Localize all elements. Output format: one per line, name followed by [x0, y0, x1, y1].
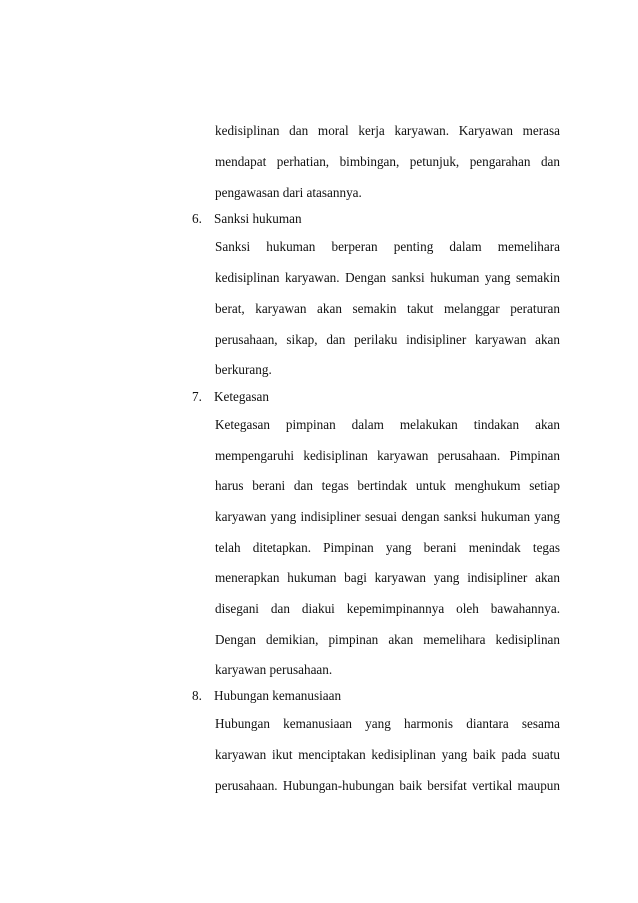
paragraph-line: Hubungan kemanusiaan yang harmonis diantara sesama [215, 716, 560, 731]
paragraph-line: kedisiplinan dan moral kerja karyawan. Karyawan merasa [215, 123, 560, 138]
section-number: 7. [192, 389, 202, 404]
section-title: Ketegasan [214, 389, 269, 404]
paragraph-line: berat, karyawan akan semakin takut melanggar peraturan [215, 301, 560, 316]
paragraph-line: harus berani dan tegas bertindak untuk menghukum setiap [215, 478, 560, 493]
paragraph-line: telah ditetapkan. Pimpinan yang berani menindak tegas [215, 540, 560, 555]
paragraph-line: mendapat perhatian, bimbingan, petunjuk, pengarahan dan [215, 154, 560, 169]
paragraph-line: menerapkan hukuman bagi karyawan yang indisipliner akan [215, 570, 560, 585]
paragraph-line: berkurang. [215, 362, 272, 377]
paragraph-line: Ketegasan pimpinan dalam melakukan tindakan akan [215, 417, 560, 432]
paragraph-line: karyawan ikut menciptakan kedisiplinan yang baik pada suatu [215, 747, 560, 762]
paragraph-line: Sanksi hukuman berperan penting dalam memelihara [215, 239, 560, 254]
paragraph-line: karyawan perusahaan. [215, 662, 333, 677]
paragraph-line: karyawan yang indisipliner sesuai dengan sanksi hukuman yang [215, 509, 560, 524]
section-title: Hubungan kemanusiaan [214, 688, 342, 703]
paragraph-line: pengawasan dari atasannya. [215, 185, 362, 200]
paragraph-line: perusahaan. Hubungan-hubungan baik bersifat vertikal maupun [215, 778, 560, 793]
section-number: 8. [192, 688, 202, 703]
paragraph-line: Dengan demikian, pimpinan akan memelihara kedisiplinan [215, 632, 560, 647]
section-heading-6 [192, 211, 302, 227]
section-heading-8 [192, 688, 341, 704]
section-heading-7 [192, 389, 269, 405]
section-number: 6. [192, 211, 202, 226]
paragraph-line: mempengaruhi kedisiplinan karyawan perusahaan. Pimpinan [215, 448, 560, 463]
paragraph-line: disegani dan diakui kepemimpinannya oleh bawahannya. [215, 601, 560, 616]
section-title: Sanksi hukuman [214, 211, 302, 226]
paragraph-line: kedisiplinan karyawan. Dengan sanksi hukuman yang semakin [215, 270, 560, 285]
paragraph-line: perusahaan, sikap, dan perilaku indisipliner karyawan akan [215, 332, 560, 347]
